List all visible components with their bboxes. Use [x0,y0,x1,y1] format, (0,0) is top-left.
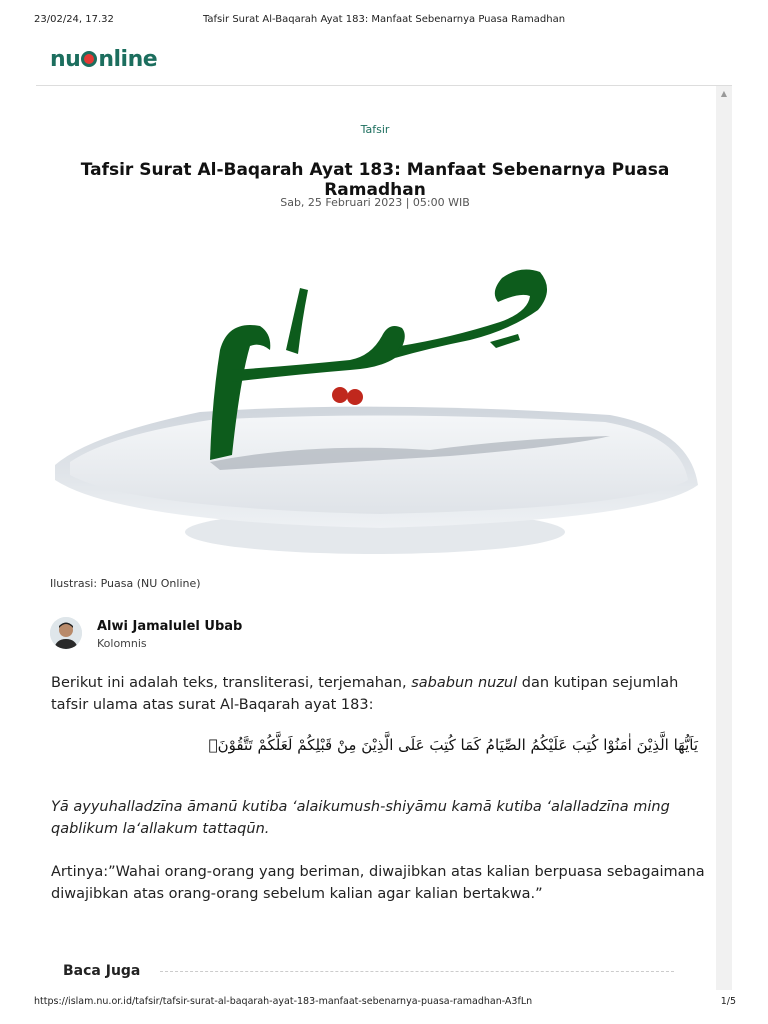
arabic-verse: يَاَيُّهَا الَّذِيْنَ اٰمَنُوْا كُتِبَ عَلَيْكُمُ الصِّيَامُ كَمَا كُتِبَ عَلَى الَّذِيْنَ مِنْ قَبْلِكُمْ لَعَلَّكُمْ تَتَّقُوْنَۙ [208,736,698,754]
transliteration-paragraph: Yā ayyuhalladzīna āmanū kutiba ‘alaikumush-shiyāmu kamā kutiba ‘alalladzīna ming qablikum la‘allakum tattaqūn. [51,799,670,837]
header-divider [36,85,732,86]
calligraphy-kasra-shape [490,334,520,348]
calligraphy-text: صيام [380,250,383,251]
translation-paragraph: Artinya:”Wahai orang-orang yang beriman, diwajibkan atas kalian berpuasa sebagaimana diwajibkan atas orang-orang sebelum kalian agar kalian bertakwa.” [51,864,705,902]
calligraphy-alif-shape [286,288,308,354]
author-avatar[interactable] [50,617,82,649]
article-title: Tafsir Surat Al-Baqarah Ayat 183: Manfaat Sebenarnya Puasa Ramadhan [80,160,670,200]
calligraphy-dot-right-shape [347,389,363,405]
intro-italic-term: sababun nuzul [411,675,518,691]
plate-surface-shape [70,415,688,514]
scroll-up-arrow-icon[interactable]: ▲ [720,89,728,98]
nu-online-logo[interactable] [50,44,157,74]
article-hero-image [50,230,700,570]
author-role: Kolomnis [97,637,147,650]
print-page-number: 1/5 [720,996,736,1007]
read-also-heading: Baca Juga [63,963,141,979]
read-also-divider [160,971,674,972]
article-date: Sab, 25 Februari 2023 | 05:00 WIB [280,196,470,209]
logo-text-nu: nu [50,46,81,72]
intro-paragraph [51,672,711,716]
intro-text-end: dan kutipan sejumlah tafsir ulama atas surat Al-Baqarah ayat 183: [51,675,679,713]
print-datetime: 23/02/24, 17.32 [34,14,114,25]
print-header [0,14,768,28]
image-caption: Ilustrasi: Puasa (NU Online) [50,577,201,590]
scrollbar[interactable] [716,86,732,990]
calligraphy-sad-shape [395,270,547,358]
print-footer [0,996,768,1010]
print-url: https://islam.nu.or.id/tafsir/tafsir-surat-al-baqarah-ayat-183-manfaat-sebenarnya-puasa-ramadhan-A3fLn [34,996,533,1007]
intro-text-start: Berikut ini adalah teks, transliterasi, terjemahan, [51,675,412,691]
logo-o-icon [81,51,97,67]
logo-text-nline: nline [98,46,158,72]
calligraphy-dot-left-shape [332,387,348,403]
print-page-title: Tafsir Surat Al-Baqarah Ayat 183: Manfaat Sebenarnya Puasa Ramadhan [202,14,566,25]
avatar-person-icon [50,617,82,649]
author-name[interactable]: Alwi Jamalulel Ubab [97,619,243,634]
plate-calligraphy-illustration [50,230,700,570]
article-category[interactable]: Tafsir [360,123,390,136]
